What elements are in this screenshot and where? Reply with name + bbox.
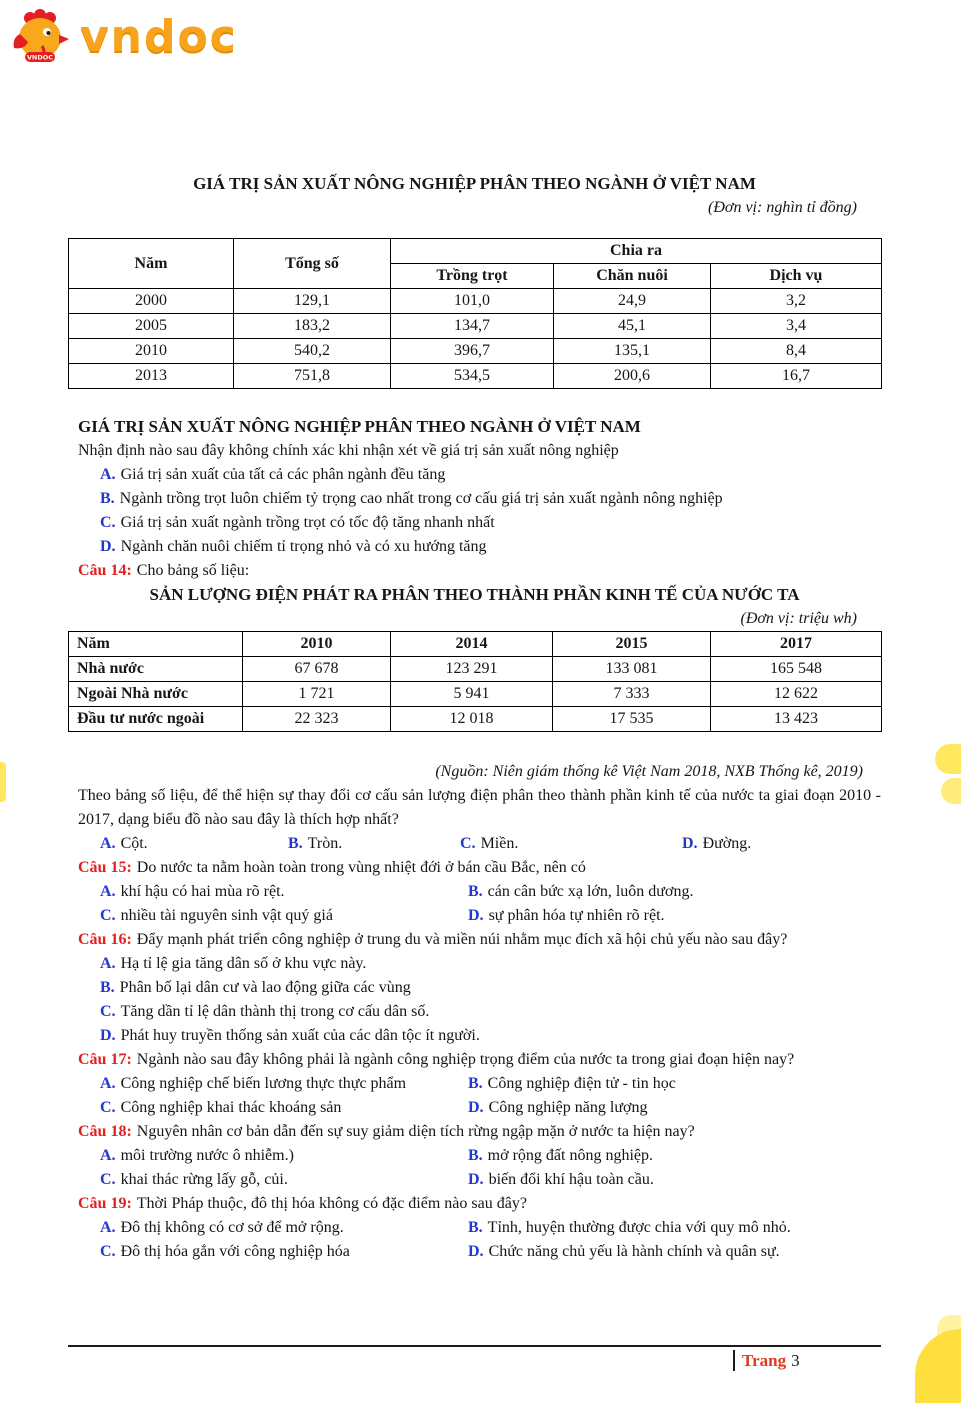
- option-text: Phát huy truyền thống sản xuất của các dân tộc ít người.: [120, 1027, 480, 1044]
- option-c[interactable]: [460, 832, 682, 856]
- question-label: Câu 18:: [78, 1123, 132, 1140]
- option-text: môi trường nước ô nhiễm.): [120, 1147, 294, 1164]
- option-letter: C.: [100, 907, 116, 924]
- table-cell: 45,1: [554, 314, 711, 339]
- question-label: Câu 15:: [78, 859, 132, 876]
- option-text: Giá trị sản xuất của tất cả các phân ngành đều tăng: [120, 466, 446, 483]
- option-letter: D.: [468, 1243, 484, 1260]
- option-a[interactable]: [100, 1216, 468, 1240]
- table-cell: 540,2: [234, 339, 391, 364]
- option-d[interactable]: [100, 535, 881, 559]
- decorative-blob: [935, 744, 961, 774]
- option-letter: A.: [100, 883, 116, 900]
- question-label: Câu 19:: [78, 1195, 132, 1212]
- option-letter: B.: [468, 1219, 483, 1236]
- footer-divider: [68, 1345, 881, 1347]
- option-text: Đô thị hóa gắn với công nghiệp hóa: [120, 1243, 350, 1260]
- row-header: Ngoài Nhà nước: [69, 682, 243, 707]
- option-text: khí hậu có hai mùa rõ rệt.: [120, 883, 285, 900]
- stem-text: Thời Pháp thuộc, đô thị hóa không có đặc điểm nào sau đây?: [136, 1195, 527, 1212]
- option-letter: C.: [100, 1243, 116, 1260]
- col-header-dichvu: Dịch vụ: [711, 264, 882, 289]
- option-text: cán cân bức xạ lớn, luôn dương.: [487, 883, 694, 900]
- footer-page-number: 3: [791, 1351, 800, 1370]
- question-16-stem: [68, 928, 881, 952]
- option-b[interactable]: [468, 880, 881, 904]
- col-header-tongso: Tổng số: [234, 239, 391, 289]
- option-a[interactable]: [100, 880, 468, 904]
- col-header-chiara: Chia ra: [391, 239, 882, 264]
- option-letter: C.: [460, 835, 476, 852]
- table-cell: 123 291: [391, 657, 553, 682]
- table-header-row: [69, 239, 882, 264]
- question-18-options: [68, 1144, 881, 1192]
- table-row: [69, 657, 882, 682]
- table-cell: 1 721: [243, 682, 391, 707]
- table-cell: 134,7: [391, 314, 554, 339]
- option-text: Tăng dần tỉ lệ dân thành thị trong cơ cấu dân số.: [120, 1003, 430, 1020]
- question-13-stem: Nhận định nào sau đây không chính xác khi nhận xét về giá trị sản xuất nông nghiệp: [78, 442, 619, 459]
- option-c[interactable]: [100, 1000, 881, 1024]
- col-header: 2017: [711, 632, 882, 657]
- intro-text: Cho bảng số liệu:: [136, 562, 250, 579]
- option-a[interactable]: [100, 832, 288, 856]
- option-letter: B.: [468, 1075, 483, 1092]
- option-letter: B.: [100, 979, 115, 996]
- table-cell: 12 622: [711, 682, 882, 707]
- option-text: Giá trị sản xuất ngành trồng trọt có tốc độ tăng nhanh nhất: [120, 514, 495, 531]
- table-cell: 133 081: [553, 657, 711, 682]
- option-text: Đô thị không có cơ sở để mở rộng.: [120, 1219, 344, 1236]
- table-cell: 2005: [69, 314, 234, 339]
- question-15-options: [68, 880, 881, 928]
- option-text: Cột.: [120, 835, 148, 852]
- option-text: sự phân hóa tự nhiên rõ rệt.: [488, 907, 665, 924]
- option-letter: D.: [100, 538, 116, 555]
- option-letter: A.: [100, 466, 116, 483]
- table-row: [69, 339, 882, 364]
- option-letter: A.: [100, 1219, 116, 1236]
- option-letter: A.: [100, 955, 116, 972]
- option-letter: D.: [468, 1099, 484, 1116]
- option-letter: C.: [100, 514, 116, 531]
- decorative-blob: [915, 1329, 961, 1403]
- table-cell: 3,4: [711, 314, 882, 339]
- option-letter: C.: [100, 1171, 116, 1188]
- option-c[interactable]: [100, 1240, 468, 1264]
- option-c[interactable]: [100, 511, 881, 535]
- table-cell: 22 323: [243, 707, 391, 732]
- decorative-blob: [0, 762, 6, 802]
- option-letter: B.: [468, 883, 483, 900]
- col-header: 2010: [243, 632, 391, 657]
- option-a[interactable]: [100, 1072, 468, 1096]
- question-label: Câu 14:: [78, 562, 132, 579]
- table2-unit: (Đơn vị: triệu wh): [740, 610, 857, 627]
- option-c[interactable]: [100, 904, 468, 928]
- option-text: khai thác rừng lấy gỗ, củi.: [120, 1171, 288, 1188]
- option-b[interactable]: [100, 487, 881, 511]
- option-text: Tỉnh, huyện thường được chia với quy mô nhỏ.: [487, 1219, 791, 1236]
- option-text: biến đổi khí hậu toàn cầu.: [488, 1171, 654, 1188]
- col-header: 2015: [553, 632, 711, 657]
- table-cell: 396,7: [391, 339, 554, 364]
- option-text: Công nghiệp khai thác khoáng sản: [120, 1099, 342, 1116]
- option-a[interactable]: [100, 463, 881, 487]
- option-c[interactable]: [100, 1096, 468, 1120]
- option-text: nhiều tài nguyên sinh vật quý giá: [120, 907, 333, 924]
- col-header-nam: Năm: [69, 239, 234, 289]
- option-letter: B.: [468, 1147, 483, 1164]
- option-text: mở rộng đất nông nghiệp.: [487, 1147, 653, 1164]
- option-a[interactable]: [100, 952, 881, 976]
- option-letter: A.: [100, 1075, 116, 1092]
- table-cell: 165 548: [711, 657, 882, 682]
- question-14-intro: [68, 559, 881, 583]
- option-c[interactable]: [100, 1168, 468, 1192]
- option-letter: A.: [100, 835, 116, 852]
- table2-source: (Nguồn: Niên giám thống kê Việt Nam 2018, NXB Thống kê, 2019): [435, 763, 863, 780]
- option-letter: C.: [100, 1003, 116, 1020]
- option-b[interactable]: [468, 1072, 881, 1096]
- option-letter: D.: [682, 835, 698, 852]
- col-header: 2014: [391, 632, 553, 657]
- footer-page-label: Trang: [742, 1351, 787, 1370]
- stem-text: Ngành nào sau đây không phải là ngành công nghiệp trọng điểm của nước ta trong giai đoạn hiện nay?: [136, 1051, 795, 1068]
- option-d[interactable]: [100, 1024, 881, 1048]
- option-text: Miền.: [480, 835, 519, 852]
- rooster-mascot-icon: [12, 8, 72, 66]
- question-15-stem: [68, 856, 881, 880]
- table-cell: 3,2: [711, 289, 882, 314]
- option-letter: B.: [100, 490, 115, 507]
- option-a[interactable]: [100, 1144, 468, 1168]
- option-letter: D.: [100, 1027, 116, 1044]
- question-13-options: [68, 463, 881, 559]
- table-cell: 135,1: [554, 339, 711, 364]
- table1-title: GIÁ TRỊ SẢN XUẤT NÔNG NGHIỆP PHÂN THEO NGÀNH Ở VIỆT NAM: [193, 174, 756, 193]
- table-cell: 8,4: [711, 339, 882, 364]
- table1-unit: (Đơn vị: nghìn tỉ đồng): [708, 199, 857, 216]
- option-text: Ngành chăn nuôi chiếm tỉ trọng nhỏ và có xu hướng tăng: [120, 538, 487, 555]
- table-cell: 67 678: [243, 657, 391, 682]
- table-cell: 7 333: [553, 682, 711, 707]
- option-text: Ngành trồng trọt luôn chiếm tỷ trọng cao nhất trong cơ cấu giá trị sản xuất ngành nông nghiệp: [119, 490, 723, 507]
- option-text: Chức năng chủ yếu là hành chính và quân sự.: [488, 1243, 780, 1260]
- table-cell: 12 018: [391, 707, 553, 732]
- option-text: Công nghiệp chế biến lương thực thực phẩm: [120, 1075, 407, 1092]
- question-label: Câu 17:: [78, 1051, 132, 1068]
- option-d[interactable]: [682, 832, 881, 856]
- decorative-blob: [941, 778, 961, 804]
- svg-text:VNDOC: VNDOC: [26, 53, 54, 62]
- option-d[interactable]: [468, 1096, 881, 1120]
- row-header: Đầu tư nước ngoài: [69, 707, 243, 732]
- option-letter: A.: [100, 1147, 116, 1164]
- table-cell: 24,9: [554, 289, 711, 314]
- option-text: Phân bố lại dân cư và lao động giữa các vùng: [119, 979, 411, 996]
- page-footer: [733, 1350, 800, 1371]
- stem-text: Đẩy mạnh phát triển công nghiệp ở trung du và miền núi nhằm mục đích xã hội chủ yếu nào sau đây?: [136, 931, 788, 948]
- row-header: Nhà nước: [69, 657, 243, 682]
- question-13-heading: GIÁ TRỊ SẢN XUẤT NÔNG NGHIỆP PHÂN THEO NGÀNH Ở VIỆT NAM: [78, 417, 641, 436]
- table-row: [69, 314, 882, 339]
- option-text: Công nghiệp điện tử - tin học: [487, 1075, 676, 1092]
- option-d[interactable]: [468, 1168, 881, 1192]
- question-14-options: [68, 832, 881, 856]
- table-row: [69, 289, 882, 314]
- table-header-row: [69, 632, 882, 657]
- agriculture-production-table: [68, 238, 882, 389]
- table-cell: 534,5: [391, 364, 554, 389]
- question-17-stem: [68, 1048, 881, 1072]
- electricity-output-table: [68, 631, 882, 732]
- table2-title: SẢN LƯỢNG ĐIỆN PHÁT RA PHÂN THEO THÀNH PHẦN KINH TẾ CỦA NƯỚC TA: [149, 585, 800, 604]
- option-letter: D.: [468, 907, 484, 924]
- question-18-stem: [68, 1120, 881, 1144]
- table-cell: 183,2: [234, 314, 391, 339]
- col-header: Năm: [69, 632, 243, 657]
- table-cell: 2000: [69, 289, 234, 314]
- table-cell: 5 941: [391, 682, 553, 707]
- option-d[interactable]: [468, 904, 881, 928]
- stem-text: Do nước ta nằm hoàn toàn trong vùng nhiệt đới ở bán cầu Bắc, nên có: [136, 859, 586, 876]
- option-text: Công nghiệp năng lượng: [488, 1099, 648, 1116]
- option-b[interactable]: [468, 1216, 881, 1240]
- table-cell: 13 423: [711, 707, 882, 732]
- table-cell: 129,1: [234, 289, 391, 314]
- question-19-stem: [68, 1192, 881, 1216]
- table-cell: 200,6: [554, 364, 711, 389]
- option-letter: D.: [468, 1171, 484, 1188]
- brand-text: vndoc: [80, 11, 238, 62]
- option-text: Tròn.: [307, 835, 343, 852]
- table-cell: 16,7: [711, 364, 882, 389]
- option-letter: C.: [100, 1099, 116, 1116]
- option-b[interactable]: [468, 1144, 881, 1168]
- option-letter: B.: [288, 835, 303, 852]
- question-14-stem: Theo bảng số liệu, để thể hiện sự thay đổi cơ cấu sản lượng điện phân theo thành phần kinh tế của nước ta giai đoạn 2010 - 2017, dạng biểu đồ nào sau đây là thích hợp nhất?: [78, 787, 881, 828]
- option-b[interactable]: [100, 976, 881, 1000]
- col-header-trongtrot: Trồng trọt: [391, 264, 554, 289]
- table-cell: 2013: [69, 364, 234, 389]
- document-content: [68, 0, 881, 1264]
- option-text: Đường.: [702, 835, 752, 852]
- col-header-channuoi: Chăn nuôi: [554, 264, 711, 289]
- option-text: Hạ tỉ lệ gia tăng dân số ở khu vực này.: [120, 955, 367, 972]
- table-cell: 2010: [69, 339, 234, 364]
- question-19-options: [68, 1216, 881, 1264]
- question-label: Câu 16:: [78, 931, 132, 948]
- question-16-options: [68, 952, 881, 1048]
- option-d[interactable]: [468, 1240, 881, 1264]
- table-row: [69, 682, 882, 707]
- table-row: [69, 707, 882, 732]
- table-row: [69, 364, 882, 389]
- question-17-options: [68, 1072, 881, 1120]
- option-b[interactable]: [288, 832, 460, 856]
- table-cell: 17 535: [553, 707, 711, 732]
- stem-text: Nguyên nhân cơ bản dẫn đến sự suy giảm diện tích rừng ngập mặn ở nước ta hiện nay?: [136, 1123, 695, 1140]
- table-cell: 751,8: [234, 364, 391, 389]
- footer-bar: [733, 1350, 735, 1371]
- table-cell: 101,0: [391, 289, 554, 314]
